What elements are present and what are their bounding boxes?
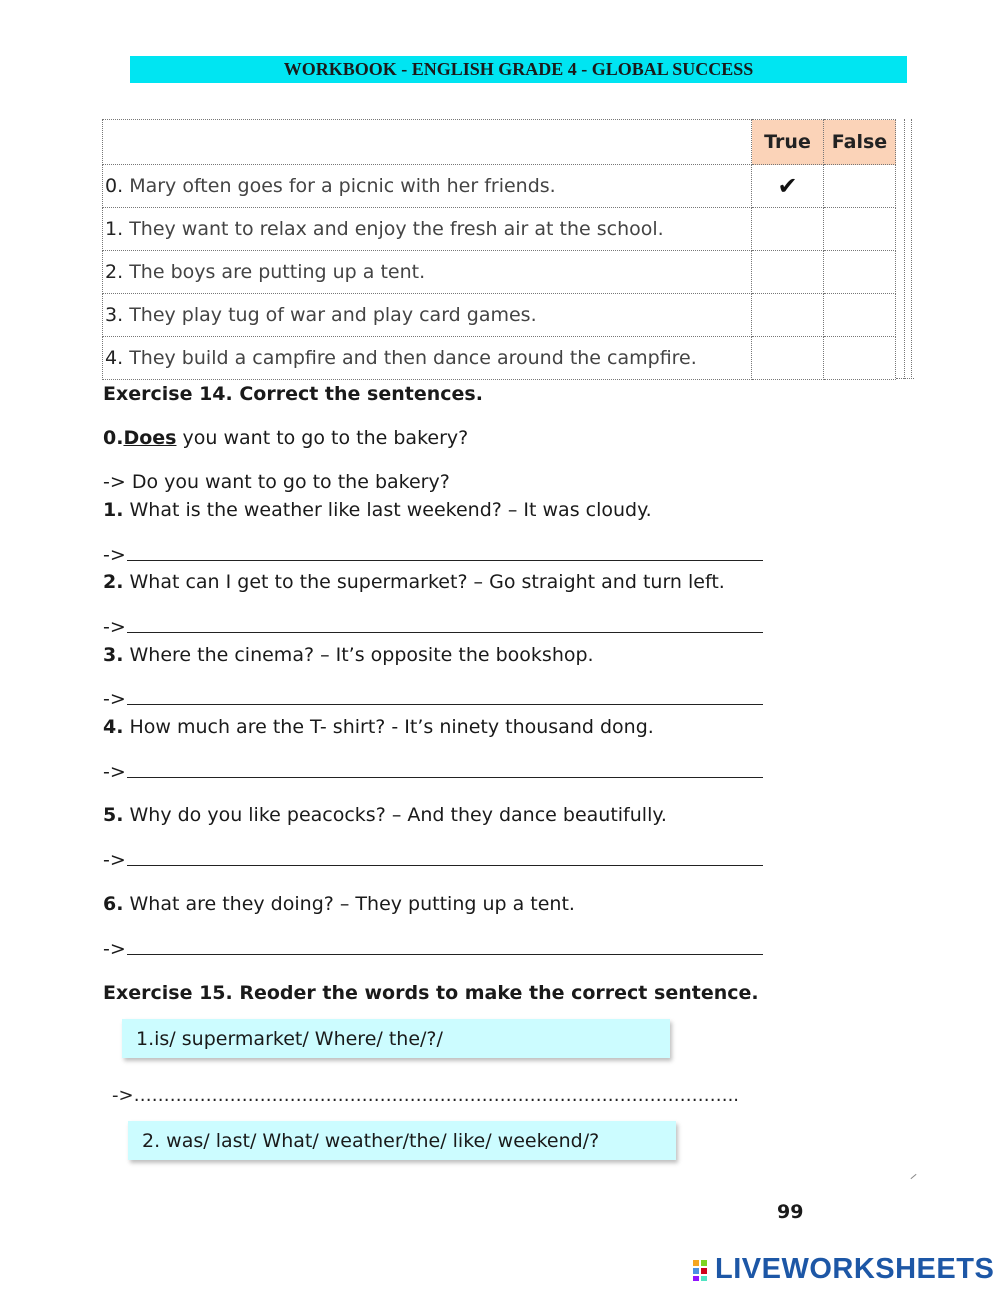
statement-text: Mary often goes for a picnic with her friends.: [129, 175, 556, 197]
true-checkbox[interactable]: [752, 294, 824, 337]
statement-cell: [103, 337, 752, 380]
ex14-example-answer: -> Do you want to go to the bakery?: [103, 471, 450, 493]
item-number: 4.: [103, 716, 124, 738]
check-mark-icon: ✔: [777, 172, 798, 200]
item-text: What can I get to the supermarket? – Go straight and turn left.: [123, 571, 725, 593]
answer-dots-1[interactable]: ->………………………………………………………………………………………..: [112, 1085, 740, 1106]
liveworksheets-logo: [693, 1253, 994, 1286]
item-text: Where the cinema? – It’s opposite the bookshop.: [123, 644, 594, 666]
item-text: Why do you like peacocks? – And they dance beautifully.: [123, 804, 667, 826]
exercise-14-title: Exercise 14. Correct the sentences.: [103, 383, 483, 405]
brand-text: LIVEWORKSHEETS: [715, 1253, 995, 1285]
arrow-label: ->: [103, 544, 126, 566]
item-text: What are they doing? – They putting up a tent.: [123, 893, 575, 915]
statement-cell: [103, 294, 752, 337]
liveworksheets-logo-icon: [693, 1258, 715, 1282]
column-header-true: True: [752, 120, 824, 165]
answer-rule: [127, 851, 763, 866]
stray-mark: [910, 1174, 916, 1179]
arrow-label: ->: [103, 938, 126, 960]
answer-rule: [127, 940, 763, 955]
ex14-item-3: [103, 644, 594, 666]
answer-field-3[interactable]: [103, 688, 763, 710]
false-checkbox[interactable]: [824, 337, 896, 380]
true-checkbox[interactable]: [752, 208, 824, 251]
table-border-rail: [904, 119, 912, 379]
answer-field-4[interactable]: [103, 761, 763, 783]
arrow-label: ->: [103, 616, 126, 638]
answer-field-1[interactable]: [103, 544, 763, 566]
example-rest: you want to go to the bakery?: [176, 427, 469, 449]
false-checkbox[interactable]: [824, 165, 896, 208]
statement-number: 0.: [105, 175, 124, 197]
item-number: 3.: [103, 644, 124, 666]
ex14-item-4: [103, 716, 654, 738]
arrow-label: ->: [103, 849, 126, 871]
table-header-row: [103, 120, 896, 165]
table-row: [103, 294, 896, 337]
table-row: [103, 208, 896, 251]
table-row: [103, 165, 896, 208]
false-checkbox[interactable]: [824, 208, 896, 251]
arrow-label: ->: [103, 761, 126, 783]
item-number: 2.: [103, 571, 124, 593]
false-checkbox[interactable]: [824, 251, 896, 294]
answer-rule: [127, 618, 763, 633]
true-checkbox[interactable]: [752, 165, 824, 208]
table-border-rail-bottom: [896, 378, 914, 379]
answer-rule: [127, 690, 763, 705]
exercise-15-title: Exercise 15. Reoder the words to make the correct sentence.: [103, 982, 759, 1004]
item-number: 6.: [103, 893, 124, 915]
example-number: 0.: [103, 427, 124, 449]
true-checkbox[interactable]: [752, 337, 824, 380]
statement-text: They build a campfire and then dance around the campfire.: [129, 347, 697, 369]
word-box-text: 1.is/ supermarket/ Where/ the/?/: [136, 1027, 443, 1050]
true-false-table: [102, 119, 896, 380]
ex14-item-1: [103, 499, 652, 521]
table-row: [103, 337, 896, 380]
answer-field-2[interactable]: [103, 616, 763, 638]
answer-rule: [127, 546, 763, 561]
item-number: 1.: [103, 499, 124, 521]
ex14-item-2: [103, 571, 725, 593]
answer-field-6[interactable]: [103, 938, 763, 960]
statement-number: 3.: [105, 304, 124, 326]
word-box-text: 2. was/ last/ What/ weather/the/ like/ weekend/?: [142, 1129, 600, 1152]
statement-text: They play tug of war and play card games.: [129, 304, 537, 326]
example-error-word: Does: [123, 427, 177, 449]
word-box-2: [128, 1121, 676, 1160]
answer-field-5[interactable]: [103, 849, 763, 871]
statement-number: 4.: [105, 347, 124, 369]
statement-text: The boys are putting up a tent.: [129, 261, 426, 283]
ex14-example-question: [103, 427, 468, 449]
table-header-blank: [103, 120, 752, 165]
statement-cell: [103, 208, 752, 251]
arrow-label: ->: [103, 688, 126, 710]
true-checkbox[interactable]: [752, 251, 824, 294]
statement-number: 1.: [105, 218, 124, 240]
ex14-item-5: [103, 804, 667, 826]
table-row: [103, 251, 896, 294]
workbook-header: [130, 56, 907, 83]
word-box-1: [122, 1019, 670, 1058]
answer-rule: [127, 763, 763, 778]
item-number: 5.: [103, 804, 124, 826]
item-text: What is the weather like last weekend? – It was cloudy.: [123, 499, 652, 521]
page-number: 99: [777, 1201, 804, 1223]
statement-cell: [103, 165, 752, 208]
column-header-false: False: [824, 120, 896, 165]
ex14-item-6: [103, 893, 575, 915]
false-checkbox[interactable]: [824, 294, 896, 337]
statement-number: 2.: [105, 261, 124, 283]
statement-cell: [103, 251, 752, 294]
header-title: WORKBOOK - ENGLISH GRADE 4 - GLOBAL SUCCESS: [283, 59, 754, 79]
statement-text: They want to relax and enjoy the fresh air at the school.: [129, 218, 664, 240]
item-text: How much are the T- shirt? - It’s ninety thousand dong.: [123, 716, 654, 738]
